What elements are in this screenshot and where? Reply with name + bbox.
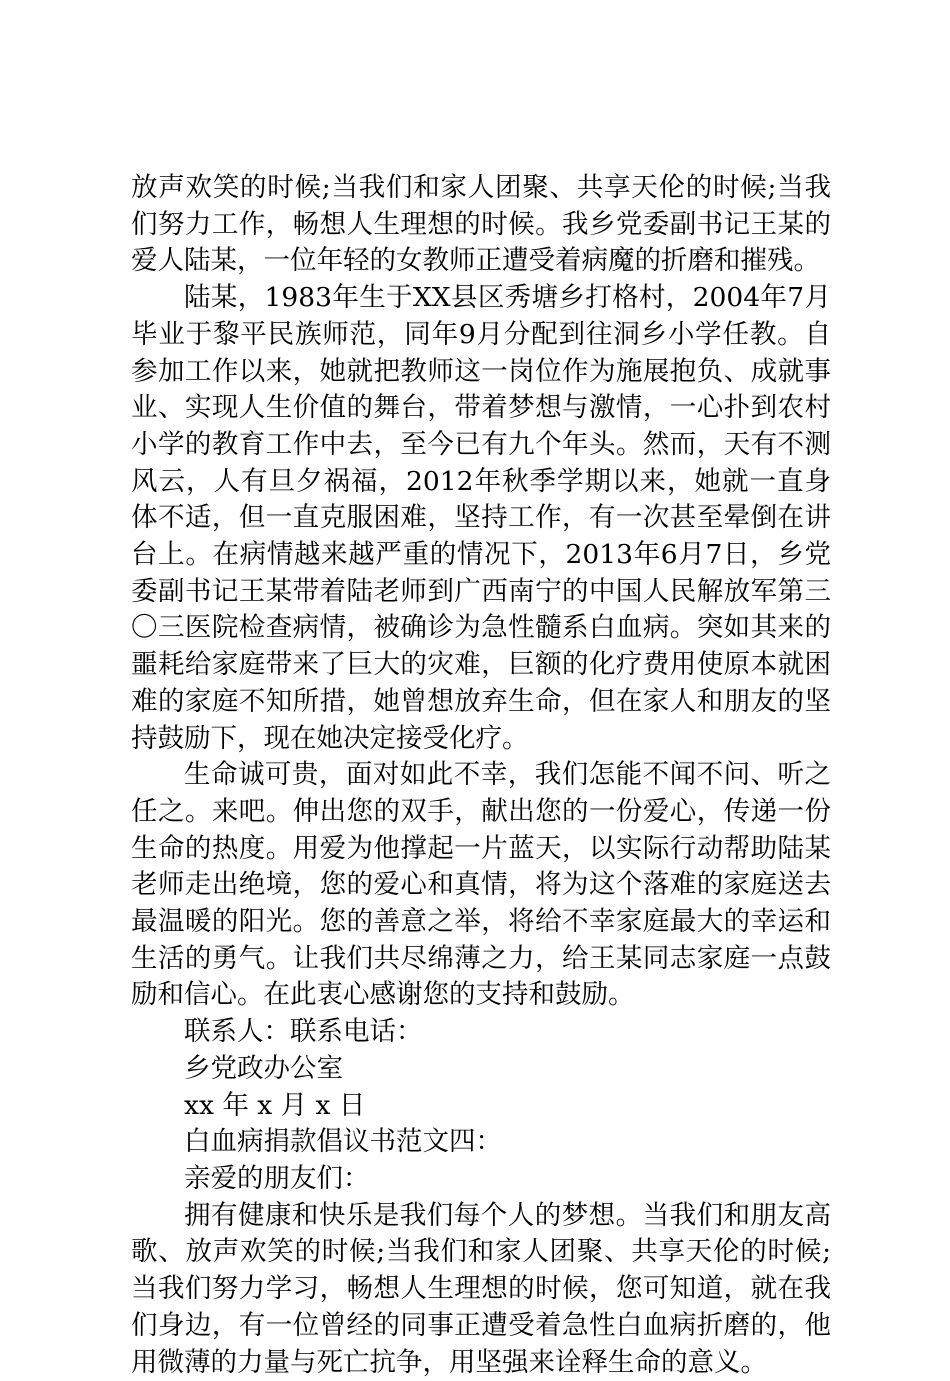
- document-body: [131, 170, 831, 1381]
- greeting: 亲爱的朋友们：: [184, 1162, 370, 1194]
- section-title: 白血病捐款倡议书范文四：: [184, 1126, 502, 1158]
- paragraph-patient-story: 陆某，1983年生于XX县区秀塘乡打格村，2004年7月毕业于黎平民族师范，同年9月分配到往洞乡小学任教。自参加工作以来，她就把教师这一岗位作为施展抱负、成就事业、实现人生价值的舞台，带着梦想与激情，一心扑到农村小学的教育工作中去，至今已有九个年头。然而，天有不测风云，人有旦夕祸福，2012年秋季学期以来，她就一直身体不适，但一直克服困难，坚持工作，有一次甚至晕倒在讲台上。在病情越来越严重的情况下，2013年6月7日，乡党委副书记王某带着陆老师到广西南宁的中国人民解放军第三〇三医院检查病情，被确诊为急性髓系白血病。突如其来的噩耗给家庭带来了巨大的灾难，巨额的化疗费用使原本就困难的家庭不知所措，她曾想放弃生命，但在家人和朋友的坚持鼓励下，现在她决定接受化疗。: [131, 282, 831, 754]
- contact-line: 联系人：联系电话：: [184, 1016, 423, 1048]
- paragraph-appeal: 生命诚可贵，面对如此不幸，我们怎能不闻不问、听之任之。来吧。伸出您的双手，献出您的一份爱心，传递一份生命的热度。用爱为他撑起一片蓝天，以实际行动帮助陆某老师走出绝境，您的爱心和真情，将为这个落难的家庭送去最温暖的阳光。您的善意之举，将给不幸家庭最大的幸运和生活的勇气。让我们共尽绵薄之力，给王某同志家庭一点鼓励和信心。在此衷心感谢您的支持和鼓励。: [131, 759, 831, 1011]
- paragraph-final: 拥有健康和快乐是我们每个人的梦想。当我们和朋友高歌、放声欢笑的时候;当我们和家人团聚、共享天伦的时候;当我们努力学习，畅想人生理想的时候，您可知道，就在我们身边，有一位曾经的同事正遭受着急性白血病折磨的，他用微薄的力量与死亡抗争，用坚强来诠释生命的意义。: [131, 1199, 831, 1378]
- date-line: xx 年 x 月 x 日: [184, 1089, 366, 1121]
- office-line: 乡党政办公室: [184, 1052, 343, 1084]
- paragraph-continued: 放声欢笑的时候;当我们和家人团聚、共享天伦的时候;当我们努力工作，畅想人生理想的时候。我乡党委副书记王某的爱人陆某，一位年轻的女教师正遭受着病魔的折磨和摧残。: [131, 172, 831, 277]
